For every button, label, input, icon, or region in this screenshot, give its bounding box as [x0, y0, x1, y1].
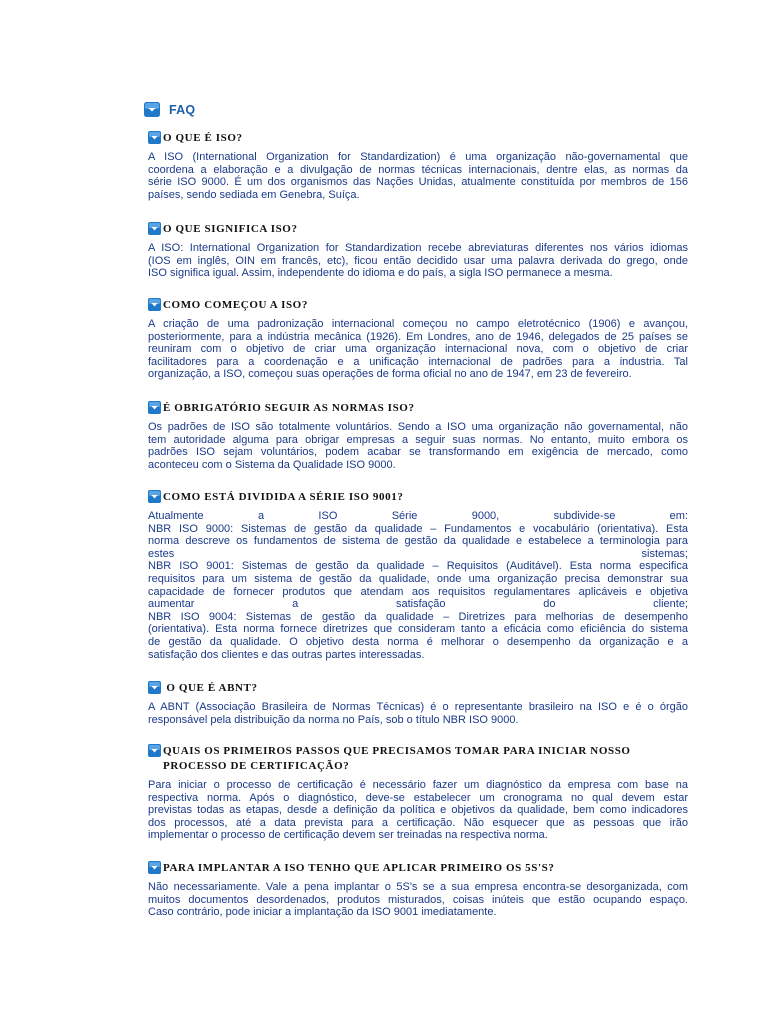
answer-line: posteriormente, para a indústria mecânica (1926). Em Londres, ano de 1946, delegados de 25 países se	[148, 330, 688, 343]
answer-line: (IOS em inglês, OIN em francês, etc), ficou então decidido usar uma palavra derivada do grego, onde	[148, 254, 688, 267]
answer-line: organização, a ISO, começou suas operações de forma oficial no ano de 1947, em 23 de fevereiro.	[148, 368, 632, 381]
answer-line: capacidade de fornecer produtos que atendam aos requisitos regulamentares aplicáveis e objetiva	[148, 585, 688, 598]
faq-answer	[148, 242, 688, 280]
answer-line: A criação de uma padronização internacional começou no campo eletrotécnico (1906) e avançou,	[148, 318, 688, 330]
chevron-down-icon[interactable]	[148, 222, 161, 235]
answer-line: reuniram com o objetivo de criar uma organização internacional nova, com o objetivo de criar	[148, 343, 688, 356]
question-text: QUAIS OS PRIMEIROS PASSOS QUE PRECISAMOS TOMAR PARA INICIAR NOSSO PROCESSO DE CERTIFICAÇÃO?	[163, 745, 631, 772]
answer-line: (orientativa). Esta norma fornece diretrizes que consideram tanto a eficácia como eficiência do sistema	[148, 623, 688, 636]
chevron-down-icon[interactable]	[148, 401, 161, 414]
faq-answer	[148, 701, 688, 726]
answer-line: países, sendo sediada em Genebra, Suíça.	[148, 188, 360, 201]
faq-question[interactable]	[148, 401, 688, 416]
faq-answer	[148, 510, 688, 661]
answer-line: A ISO (International Organization for Standardization) é uma organização não-governamental que	[148, 151, 688, 163]
faq-header[interactable]	[144, 102, 195, 117]
question-text: É OBRIGATÓRIO SEGUIR AS NORMAS ISO?	[163, 402, 415, 414]
faq-title: FAQ	[169, 102, 196, 117]
faq-item	[148, 131, 688, 201]
answer-line: implementar o processo de certificação devem ser treinadas na respectiva norma.	[148, 829, 548, 842]
answer-line: facilitadores para a coordenação e a unificação internacional de padrões para a industria. Tal	[148, 355, 688, 368]
answer-line: Os padrões de ISO são totalmente voluntários. Sendo a ISO uma organização não governamental, não	[148, 421, 688, 433]
answer-line: de gestão da qualidade. O objetivo desta norma é melhorar o desempenho da organização e a	[148, 635, 688, 648]
chevron-down-icon[interactable]	[148, 298, 161, 311]
answer-line: responsável pela distribuição da norma no País, sob o título NBR ISO 9000.	[148, 713, 519, 726]
faq-item	[148, 744, 688, 842]
chevron-down-icon[interactable]	[144, 102, 160, 117]
answer-line: requisitos para um sistema de gestão da qualidade, onde uma organização precisa demonstrar sua	[148, 572, 688, 585]
answer-line: dos processos, até a data prevista para a certificação. Não esquecer que as pessoas que irão	[148, 816, 688, 829]
answer-line: Para iniciar o processo de certificação é necessário fazer um diagnóstico da empresa com base na	[148, 779, 688, 791]
chevron-down-icon[interactable]	[148, 861, 161, 874]
answer-line: satisfação dos clientes e das outras partes interessadas.	[148, 648, 425, 661]
chevron-down-icon[interactable]	[148, 681, 161, 694]
faq-item	[148, 222, 688, 280]
answer-line: Caso contrário, pode iniciar a implantação da ISO 9001 imediatamente.	[148, 906, 497, 919]
faq-question[interactable]	[148, 222, 688, 237]
faq-item	[148, 401, 688, 471]
answer-line: NBR ISO 9004: Sistemas de gestão da qualidade – Diretrizes para melhorias de desempenho	[148, 610, 688, 623]
faq-answer	[148, 881, 688, 919]
chevron-down-icon[interactable]	[148, 131, 161, 144]
faq-item	[148, 681, 688, 726]
chevron-down-icon[interactable]	[148, 490, 161, 503]
faq-question[interactable]	[148, 298, 688, 313]
answer-line: estes sistemas;	[148, 547, 688, 560]
question-text: COMO ESTÁ DIVIDIDA A SÉRIE ISO 9001?	[163, 491, 404, 503]
answer-line: respectiva norma. Após o diagnóstico, deve-se estabelecer um cronograma no qual devem estar	[148, 791, 688, 804]
answer-line: NBR ISO 9001: Sistemas de gestão da qualidade – Requisitos (Auditável). Esta norma especifica	[148, 560, 688, 573]
question-text: PARA IMPLANTAR A ISO TENHO QUE APLICAR PRIMEIRO OS 5S'S?	[163, 862, 555, 874]
answer-line: Atualmente a ISO Série 9000, subdivide-se em:	[148, 510, 688, 522]
faq-item	[148, 861, 688, 919]
faq-question[interactable]	[148, 131, 688, 146]
answer-line: A ISO: International Organization for Standardization recebe abreviaturas diferentes nos vários idiomas	[148, 242, 688, 254]
answer-line: ISO significa igual. Assim, independente do idioma e do país, a sigla ISO permanece a mesma.	[148, 267, 613, 280]
answer-line: padrões ISO sejam voluntários, podem acabar se transformando em exigência de mercado, como	[148, 446, 688, 459]
answer-line: NBR ISO 9000: Sistemas de gestão da qualidade – Fundamentos e vocabulário (orientativa). Esta	[148, 522, 688, 535]
answer-line: aconteceu com o Sistema da Qualidade ISO 9000.	[148, 458, 396, 471]
answer-line: aumentar a satisfação do cliente;	[148, 598, 688, 611]
question-text: O QUE SIGNIFICA ISO?	[163, 223, 298, 235]
faq-question[interactable]	[148, 861, 688, 876]
faq-item	[148, 298, 688, 381]
answer-line: previstas todas as etapas, desde a definição da política e objetivos da qualidade, bem como indicadores	[148, 804, 688, 817]
answer-line: série ISO 9000. É um dos organismos das Nações Unidas, atualmente constituída por membros de 156	[148, 176, 688, 189]
answer-line: norma descreve os fundamentos de sistema de gestão da qualidade e estabelece a terminologia para	[148, 535, 688, 548]
answer-line: Não necessariamente. Vale a pena implantar o 5S's se a sua empresa encontra-se desorganizada, com	[148, 881, 688, 893]
faq-answer	[148, 151, 688, 201]
faq-question[interactable]	[148, 744, 688, 774]
faq-item	[148, 490, 688, 661]
faq-question[interactable]	[148, 490, 688, 505]
faq-question[interactable]	[148, 681, 688, 696]
answer-line: tem autoridade alguma para obrigar empresas a seguir suas normas. No entanto, muito embora os	[148, 433, 688, 446]
faq-answer	[148, 779, 688, 842]
question-text: O QUE É ABNT?	[163, 682, 258, 694]
faq-answer	[148, 421, 688, 471]
faq-answer	[148, 318, 688, 381]
answer-line: muitos documentos desordenados, produtos misturados, coisas inúteis que estão ocupando espaço.	[148, 893, 688, 906]
question-text: O QUE É ISO?	[163, 132, 243, 144]
question-text: COMO COMEÇOU A ISO?	[163, 299, 308, 311]
answer-line: coordena a elaboração e a divulgação de normas técnicas internacionais, dentre elas, as normas da	[148, 163, 688, 176]
chevron-down-icon[interactable]	[148, 744, 161, 757]
answer-line: A ABNT (Associação Brasileira de Normas Técnicas) é o representante brasileiro na ISO e é o órgão	[148, 701, 688, 713]
